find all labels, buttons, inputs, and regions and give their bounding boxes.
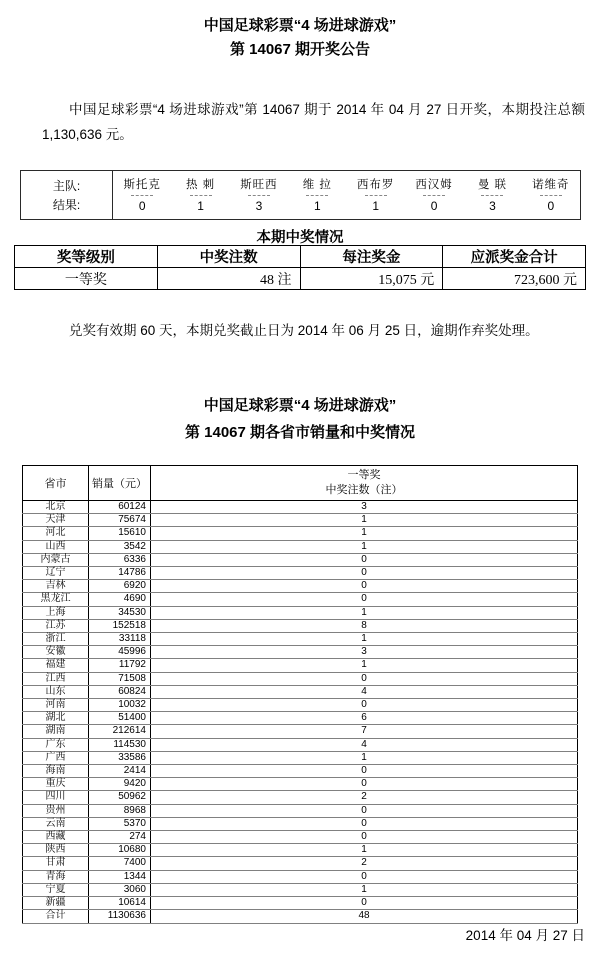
team-name: 西汉姆 (415, 179, 453, 191)
prize-header-amount: 每注奖金 (300, 246, 443, 268)
team-name: 斯托克 (123, 179, 161, 191)
page-title-line2: 第 14067 期开奖公告 (229, 41, 371, 58)
province-name: 江苏 (23, 619, 89, 632)
sales-amount: 34530 (89, 606, 151, 619)
province-name: 安徽 (23, 646, 89, 659)
first-prize-count: 0 (151, 765, 578, 778)
first-prize-header (151, 466, 578, 501)
province-title-line1: 中国足球彩票“4 场进球游戏” (203, 397, 397, 414)
intro-paragraph: 中国足球彩票“4 场进球游戏”第 14067 期于 2014 年 04 月 27 日开奖，本期投注总额 1,130,636 元。 (42, 102, 585, 142)
province-name: 新疆 (23, 897, 89, 910)
sales-amount: 6920 (89, 580, 151, 593)
province-name: 陕西 (23, 844, 89, 857)
province-row (23, 685, 578, 698)
match-columns (113, 171, 580, 219)
first-prize-count: 1 (151, 751, 578, 764)
province-name: 黑龙江 (23, 593, 89, 606)
province-name: 甘肃 (23, 857, 89, 870)
first-prize-header-line1: 一等奖 (347, 469, 381, 481)
first-prize-header-line2: 中奖注数（注） (325, 484, 403, 496)
sales-amount: 10680 (89, 844, 151, 857)
dash-separator (481, 195, 503, 196)
prize-table-data-row (15, 268, 586, 290)
match-result: 3 (255, 199, 263, 213)
sales-amount: 75674 (89, 514, 151, 527)
province-name: 四川 (23, 791, 89, 804)
first-prize-count: 0 (151, 870, 578, 883)
province-name: 河南 (23, 699, 89, 712)
team-name: 热 刺 (185, 179, 216, 191)
prize-header-total: 应派奖金合计 (443, 246, 586, 268)
sales-amount: 51400 (89, 712, 151, 725)
match-result: 0 (430, 199, 438, 213)
first-prize-count: 0 (151, 817, 578, 830)
province-name: 山东 (23, 685, 89, 698)
first-prize-count: 0 (151, 553, 578, 566)
sales-amount: 60124 (89, 501, 151, 514)
prize-table-header-row (15, 246, 586, 268)
match-column (230, 171, 288, 219)
first-prize-count: 2 (151, 791, 578, 804)
match-result: 0 (138, 199, 146, 213)
dash-separator (131, 195, 153, 196)
match-result: 3 (489, 199, 496, 213)
province-name: 河北 (23, 527, 89, 540)
province-name: 湖北 (23, 712, 89, 725)
province-row (23, 870, 578, 883)
province-name: 云南 (23, 817, 89, 830)
province-name: 广东 (23, 738, 89, 751)
province-row (23, 712, 578, 725)
sales-amount: 33118 (89, 633, 151, 646)
first-prize-count: 0 (151, 699, 578, 712)
province-name: 西藏 (23, 831, 89, 844)
dash-separator (540, 195, 562, 196)
first-prize-count: 0 (151, 580, 578, 593)
province-row (23, 580, 578, 593)
match-result: 1 (197, 199, 204, 213)
first-prize-count: 1 (151, 527, 578, 540)
province-row (23, 672, 578, 685)
sales-amount: 152518 (89, 619, 151, 632)
prize-table (14, 245, 586, 290)
match-results-table (20, 170, 581, 220)
province-row (23, 910, 578, 923)
page-title-line1: 中国足球彩票“4 场进球游戏” (203, 17, 397, 34)
match-column (288, 171, 346, 219)
match-result: 1 (313, 199, 321, 213)
draw-date: 2014 年 04 月 27 日 (465, 928, 585, 943)
dash-separator (306, 195, 328, 196)
match-column (113, 171, 171, 219)
province-row (23, 751, 578, 764)
sales-amount: 15610 (89, 527, 151, 540)
province-header: 省市 (23, 466, 89, 501)
team-name: 曼 联 (477, 179, 508, 191)
prize-header-level: 奖等级别 (15, 246, 158, 268)
sales-amount: 11792 (89, 659, 151, 672)
sales-amount: 3060 (89, 883, 151, 896)
first-prize-count: 4 (151, 738, 578, 751)
prize-section-heading: 本期中奖情况 (256, 230, 344, 246)
match-column (405, 171, 463, 219)
province-name: 广西 (23, 751, 89, 764)
home-team-row-label: 主队: (52, 179, 81, 193)
match-row-labels (21, 171, 113, 219)
first-prize-count: 1 (151, 659, 578, 672)
province-row (23, 883, 578, 896)
first-prize-count: 1 (151, 606, 578, 619)
team-name: 诺维奇 (532, 179, 570, 191)
province-row (23, 804, 578, 817)
sales-amount: 8968 (89, 804, 151, 817)
first-prize-count: 1 (151, 633, 578, 646)
province-row (23, 897, 578, 910)
match-result: 1 (372, 199, 380, 213)
sales-amount: 50962 (89, 791, 151, 804)
province-table-body (23, 501, 578, 924)
province-name: 内蒙古 (23, 553, 89, 566)
province-row (23, 567, 578, 580)
result-row-label: 结果: (52, 198, 81, 212)
province-name: 上海 (23, 606, 89, 619)
province-row (23, 619, 578, 632)
province-name: 山西 (23, 540, 89, 553)
dash-separator (423, 195, 445, 196)
first-prize-count: 3 (151, 501, 578, 514)
province-row (23, 778, 578, 791)
prize-level-value: 一等奖 (15, 268, 158, 290)
first-prize-count: 7 (151, 725, 578, 738)
sales-amount: 114530 (89, 738, 151, 751)
first-prize-count: 0 (151, 567, 578, 580)
province-name: 海南 (23, 765, 89, 778)
province-row (23, 738, 578, 751)
sales-amount: 3542 (89, 540, 151, 553)
sales-amount: 71508 (89, 672, 151, 685)
prize-header-count: 中奖注数 (157, 246, 300, 268)
match-column (522, 171, 580, 219)
province-section-title (0, 392, 600, 446)
province-name: 重庆 (23, 778, 89, 791)
first-prize-count: 0 (151, 804, 578, 817)
sales-amount: 10614 (89, 897, 151, 910)
province-row (23, 593, 578, 606)
province-row (23, 699, 578, 712)
province-row (23, 844, 578, 857)
province-row (23, 791, 578, 804)
province-name: 青海 (23, 870, 89, 883)
sales-amount: 1344 (89, 870, 151, 883)
province-name: 宁夏 (23, 883, 89, 896)
province-row (23, 659, 578, 672)
province-row (23, 765, 578, 778)
match-result: 0 (547, 199, 555, 213)
province-table-header-row (23, 466, 578, 501)
province-name: 吉林 (23, 580, 89, 593)
first-prize-count: 1 (151, 844, 578, 857)
prize-count-value: 48 注 (157, 268, 300, 290)
sales-amount: 45996 (89, 646, 151, 659)
first-prize-count: 8 (151, 619, 578, 632)
first-prize-count: 0 (151, 897, 578, 910)
province-row (23, 514, 578, 527)
province-row (23, 817, 578, 830)
prize-total-value: 723,600 元 (443, 268, 586, 290)
redeem-deadline-paragraph: 兑奖有效期 60 天，本期兑奖截止日为 2014 年 06 月 25 日，逾期作弃奖处理。 (69, 323, 539, 338)
province-row (23, 553, 578, 566)
first-prize-count: 3 (151, 646, 578, 659)
province-name: 贵州 (23, 804, 89, 817)
province-row (23, 606, 578, 619)
sales-amount: 212614 (89, 725, 151, 738)
province-name: 合计 (23, 910, 89, 923)
sales-amount: 274 (89, 831, 151, 844)
first-prize-count: 4 (151, 685, 578, 698)
province-row (23, 540, 578, 553)
first-prize-count: 1 (151, 514, 578, 527)
province-row (23, 527, 578, 540)
sales-amount: 4690 (89, 593, 151, 606)
dash-separator (365, 195, 387, 196)
first-prize-count: 0 (151, 778, 578, 791)
sales-amount: 7400 (89, 857, 151, 870)
province-name: 江西 (23, 672, 89, 685)
sales-amount: 9420 (89, 778, 151, 791)
first-prize-count: 0 (151, 672, 578, 685)
province-row (23, 633, 578, 646)
dash-separator (248, 195, 270, 196)
first-prize-count: 6 (151, 712, 578, 725)
team-name: 维 拉 (302, 179, 332, 191)
province-row (23, 857, 578, 870)
province-title-line2: 第 14067 期各省市销量和中奖情况 (184, 424, 416, 441)
sales-amount: 1130636 (89, 910, 151, 923)
dash-separator (190, 195, 212, 196)
first-prize-count: 1 (151, 540, 578, 553)
sales-amount: 10032 (89, 699, 151, 712)
match-column (171, 171, 229, 219)
province-name: 北京 (23, 501, 89, 514)
first-prize-count: 2 (151, 857, 578, 870)
province-name: 天津 (23, 514, 89, 527)
first-prize-count: 1 (151, 883, 578, 896)
sales-amount: 14786 (89, 567, 151, 580)
province-row (23, 725, 578, 738)
sales-amount: 60824 (89, 685, 151, 698)
first-prize-count: 48 (151, 910, 578, 923)
province-row (23, 646, 578, 659)
sales-amount: 2414 (89, 765, 151, 778)
province-name: 福建 (23, 659, 89, 672)
match-column (463, 171, 521, 219)
team-name: 斯旺西 (240, 179, 278, 191)
first-prize-count: 0 (151, 593, 578, 606)
sales-amount: 6336 (89, 553, 151, 566)
province-row (23, 831, 578, 844)
province-row (23, 501, 578, 514)
page-title (0, 14, 600, 62)
first-prize-count: 0 (151, 831, 578, 844)
prize-amount-value: 15,075 元 (300, 268, 443, 290)
province-name: 湖南 (23, 725, 89, 738)
team-name: 西布罗 (356, 179, 395, 191)
sales-amount: 5370 (89, 817, 151, 830)
province-name: 浙江 (23, 633, 89, 646)
sales-amount: 33586 (89, 751, 151, 764)
province-sales-table (22, 465, 578, 924)
match-column (347, 171, 405, 219)
sales-header: 销量（元） (89, 466, 151, 501)
province-name: 辽宁 (23, 567, 89, 580)
